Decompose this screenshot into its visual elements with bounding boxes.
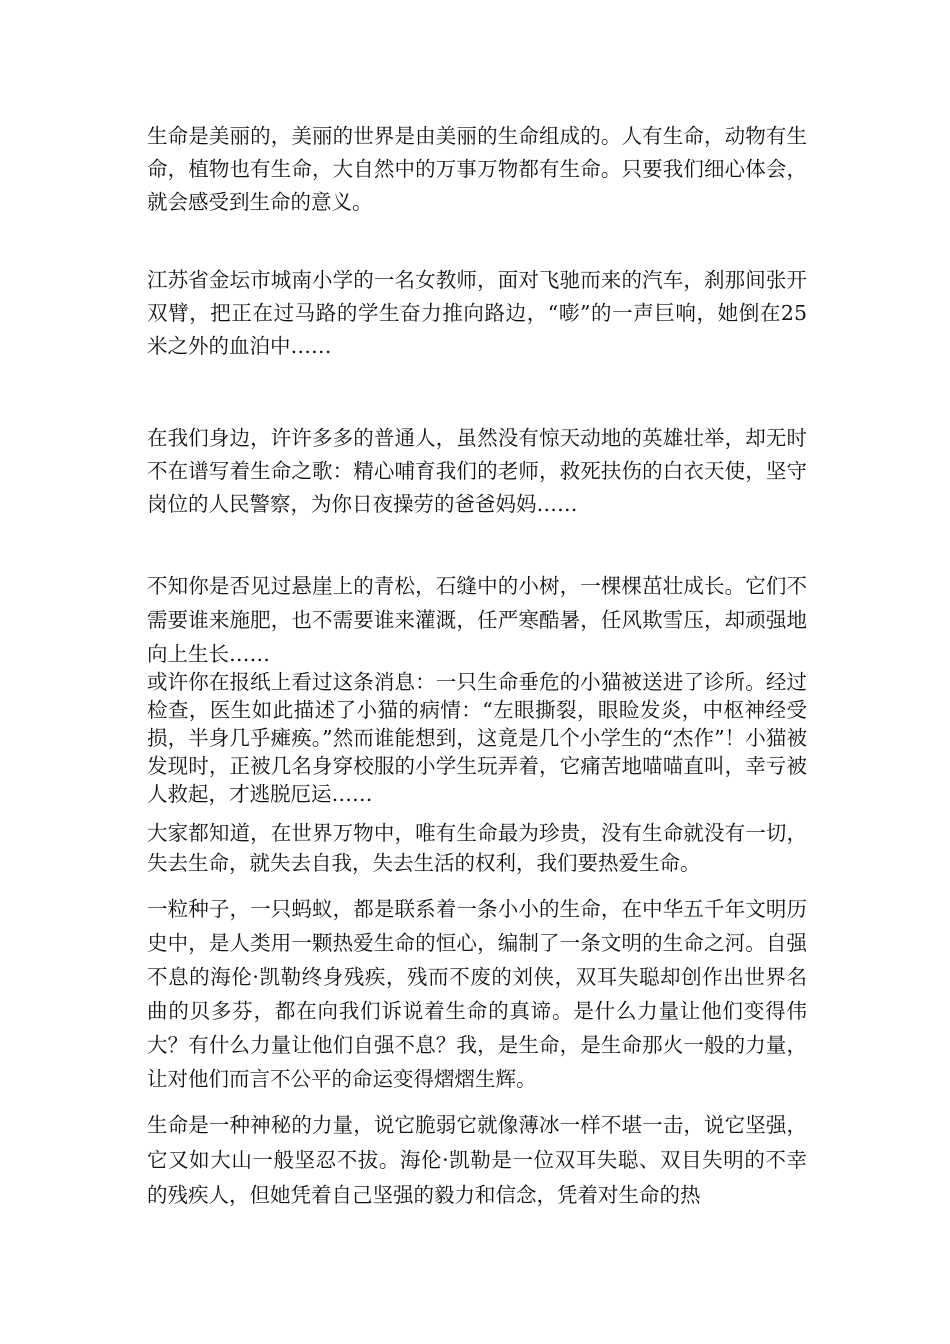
paragraph-2: 江苏省金坛市城南小学的一名女教师，面对飞驰而来的汽车，刹那间张开双臂，把正在过马路的学生奋力推向路边，“嘭”的一声巨响，她倒在25米之外的血泊中……: [147, 268, 807, 358]
paragraph-8: 生命是一种神秘的力量，说它脆弱它就像薄冰一样不堪一击，说它坚强，它又如大山一般坚忍不拔。海伦·凯勒是一位双耳失聪、双目失明的不幸的残疾人，但她凭着自己坚强的毅力和信念，凭着对生命的热: [147, 1113, 807, 1207]
paragraph-3: 在我们身边，许许多多的普通人，虽然没有惊天动地的英雄壮举，却无时不在谱写着生命之歌：精心哺育我们的老师，救死扶伤的白衣天使，坚守岗位的人民警察，为你日夜操劳的爸爸妈妈……: [147, 426, 807, 516]
paragraph-1: 生命是美丽的，美丽的世界是由美丽的生命组成的。人有生命，动物有生命，植物也有生命，大自然中的万事万物都有生命。只要我们细心体会，就会感受到生命的意义。: [147, 124, 807, 214]
paragraph-6: 大家都知道，在世界万物中，唯有生命最为珍贵，没有生命就没有一切，失去生命，就失去自我，失去生活的权利，我们要热爱生命。: [147, 821, 807, 875]
paragraph-5: 或许你在报纸上看过这条消息：一只生命垂危的小猫被送进了诊所。经过检查，医生如此描述了小猫的病情：“左眼撕裂，眼睑发炎，中枢神经受损，半身几乎瘫痪。”然而谁能想到，这竟是几个小学生的“杰作”！小猫被发现时，正被几名身穿校服的小学生玩弄着，它痛苦地喵喵直叫，幸亏被人救起，才逃脱厄运……: [147, 670, 807, 806]
paragraph-4: 不知你是否见过悬崖上的青松，石缝中的小树，一棵棵茁壮成长。它们不需要谁来施肥，也不需要谁来灌溉，任严寒酷暑，任风欺雪压，却顽强地向上生长……: [147, 574, 807, 666]
paragraph-7: 一粒种子，一只蚂蚁，都是联系着一条小小的生命，在中华五千年文明历史中，是人类用一颗热爱生命的恒心，编制了一条文明的生命之河。自强不息的海伦·凯勒终身残疾，残而不废的刘侠，双耳失聪却创作出世界名曲的贝多芬，都在向我们诉说着生命的真谛。是什么力量让他们变得伟大？有什么力量让他们自强不息？我，是生命，是生命那火一般的力量，让对他们而言不公平的命运变得熠熠生辉。: [147, 897, 807, 1091]
